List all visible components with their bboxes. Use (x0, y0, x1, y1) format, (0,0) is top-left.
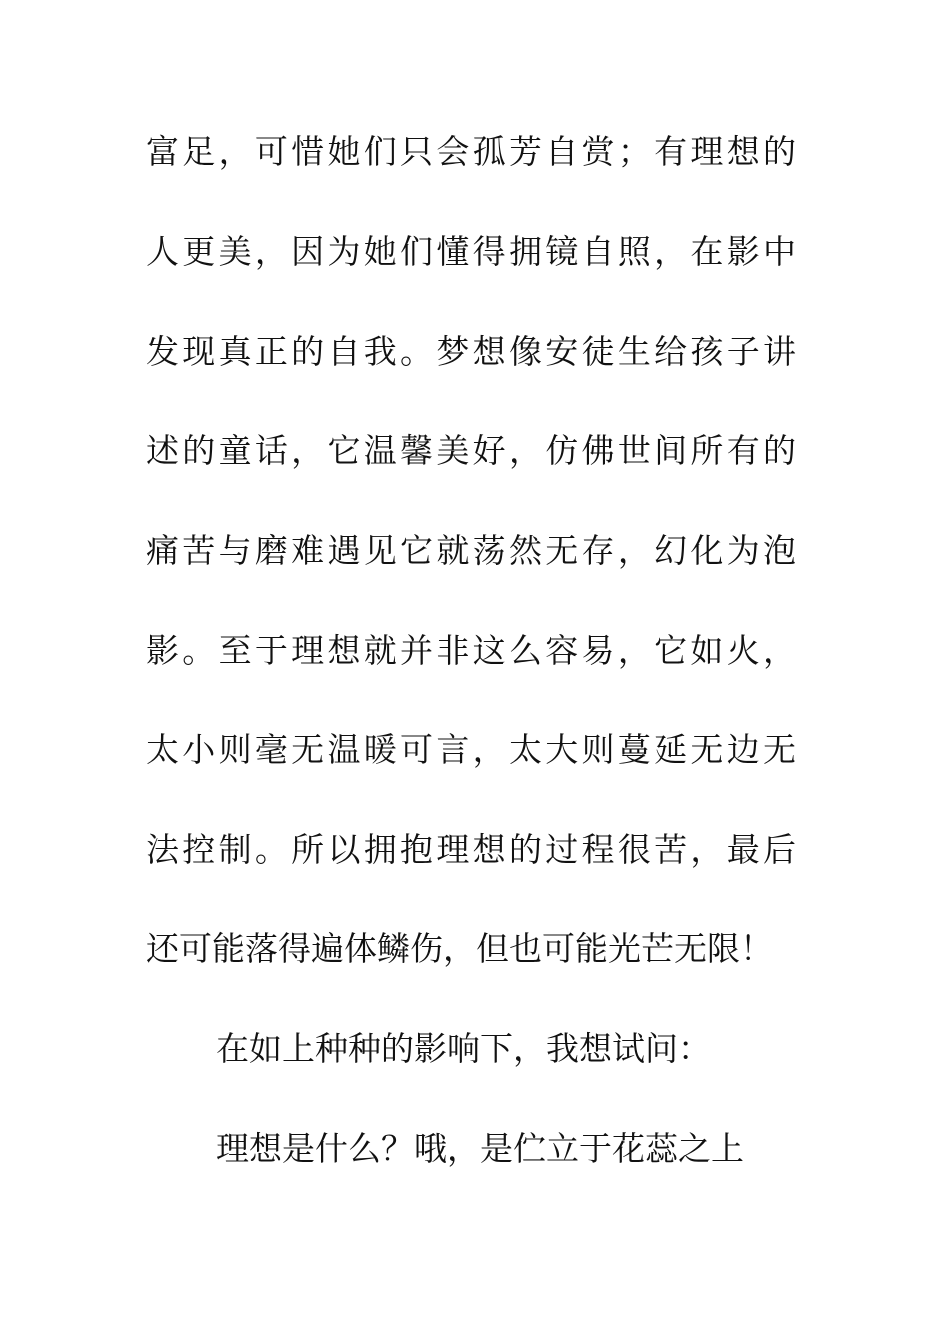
text-line: 影。至于理想就并非这么容易，它如火， (146, 631, 796, 670)
text-line: 富足，可惜她们只会孤芳自赏；有理想的 (146, 132, 796, 171)
text-line: 述的童话，它温馨美好，仿佛世间所有的 (146, 431, 796, 470)
text-line: 法控制。所以拥抱理想的过程很苦，最后 (146, 830, 796, 869)
text-line: 发现真正的自我。梦想像安徒生给孩子讲 (146, 332, 796, 371)
text-line: 太小则毫无温暖可言，太大则蔓延无边无 (146, 730, 796, 769)
text-line: 痛苦与磨难遇见它就荡然无存，幻化为泡 (146, 531, 796, 570)
text-line: 还可能落得遍体鳞伤，但也可能光芒无限！ (146, 929, 773, 968)
text-line: 人更美，因为她们懂得拥镜自照，在影中 (146, 232, 796, 271)
paragraph-first-line: 在如上种种的影响下，我想试问： (216, 1029, 711, 1068)
paragraph-first-line: 理想是什么？哦，是伫立于花蕊之上 (216, 1129, 744, 1168)
